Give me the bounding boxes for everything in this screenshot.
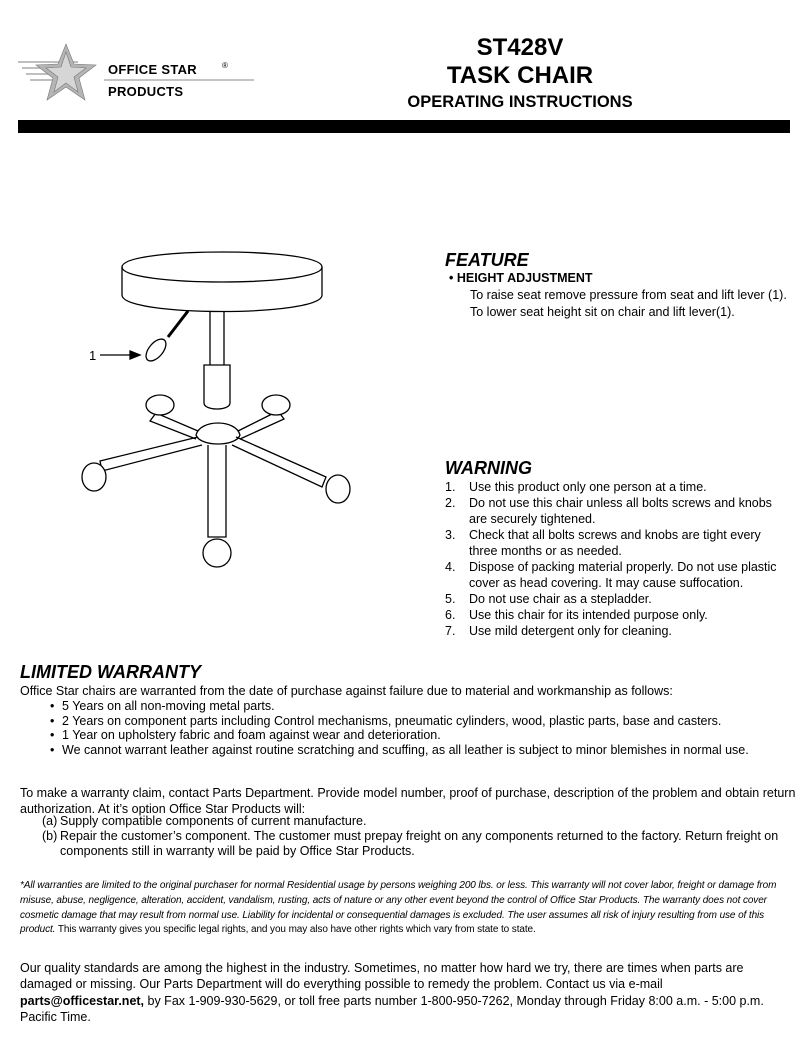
feature-item-title: • HEIGHT ADJUSTMENT xyxy=(449,271,593,285)
warranty-term xyxy=(50,714,790,729)
warning-item-number: 6. xyxy=(445,608,456,622)
warning-item-number: 4. xyxy=(445,560,456,574)
warranty-term-text: We cannot warrant leather against routine scratching and scuffing, as all leather is subject to minor blemishes in normal use. xyxy=(62,742,749,757)
warning-heading: WARNING xyxy=(445,458,532,478)
warning-item xyxy=(445,495,790,527)
warranty-heading: LIMITED WARRANTY xyxy=(20,662,201,682)
gas-cylinder xyxy=(204,311,230,409)
warranty-option xyxy=(42,814,802,829)
warranty-option xyxy=(42,829,802,859)
warning-item-text: Check that all bolts screws and knobs are tight every three months or as needed. xyxy=(469,528,761,558)
warning-item-text: Do not use chair as a stepladder. xyxy=(469,592,652,606)
warranty-term xyxy=(50,728,790,743)
warranty-term xyxy=(50,743,790,758)
warning-item xyxy=(445,559,790,591)
warning-item xyxy=(445,607,790,623)
warning-item-text: Use this chair for its intended purpose only. xyxy=(469,608,708,622)
warranty-intro: Office Star chairs are warranted from the date of purchase against failure due to material and workmanship as follows: xyxy=(20,684,673,698)
feature-description: To raise seat remove pressure from seat and lift lever (1). To lower seat height sit on chair and lift lever(1). xyxy=(470,288,787,319)
option-text: Supply compatible components of current manufacture. xyxy=(60,814,367,828)
warranty-options-list xyxy=(42,814,802,859)
quality-contact-text: by Fax 1-909-930-5629, or toll free parts number 1-800-950-7262, Monday through Friday 8:00 a.m. - 5:00 p.m. Pacific Time. xyxy=(20,993,764,1024)
warning-item xyxy=(445,623,790,639)
option-text: Repair the customer’s component. The customer must prepay freight on any components returned to the factory. Return freight on components still in warranty will be paid by Office Star Products. xyxy=(60,829,779,858)
chair-illustration xyxy=(70,225,370,570)
parts-email-link[interactable]: parts@officestar.net, xyxy=(20,993,145,1008)
chair-base xyxy=(100,411,326,537)
warning-item xyxy=(445,479,790,495)
warranty-disclaimer xyxy=(20,879,785,938)
page-title: TASK CHAIR xyxy=(446,62,594,89)
logo-line1: OFFICE STAR xyxy=(108,62,197,77)
warning-list xyxy=(445,479,790,639)
warning-item-text: Dispose of packing material properly. Do not use plastic cover as head covering. It may cause suffocation. xyxy=(469,560,777,590)
disclaimer-plain-text: This warranty gives you specific legal rights, and you may also have other rights which vary from state to state. xyxy=(55,924,536,936)
bullet: • xyxy=(50,699,55,713)
warning-item xyxy=(445,591,790,607)
warning-item-text: Use this product only one person at a time. xyxy=(469,480,707,494)
lever-callout-label: 1 xyxy=(89,348,97,363)
disclaimer-italic-text: *All warranties are limited to the original purchaser for normal Residential usage by persons weighing 200 lbs. or less. This warranty will not cover labor, freight or damage from misuse, abuse, negligence, alteration, accident, vandalism, rusting, acts of nature or any other event beyond the control of Office Star Products. The warranty does not cover cosmetic damage that may result from normal use. Liability for incidental or consequential damages is excluded. The user assumes all risk of injury resulting from use of this product. xyxy=(20,880,777,936)
option-label: (a) xyxy=(42,814,58,828)
bullet: • xyxy=(50,728,55,742)
quality-statement xyxy=(20,960,790,1025)
logo-line2: PRODUCTS xyxy=(108,84,184,99)
warning-item-number: 3. xyxy=(445,528,456,542)
warranty-terms-list xyxy=(50,699,790,757)
warning-item-text: Use mild detergent only for cleaning. xyxy=(469,624,672,638)
warranty-term-text: 5 Years on all non-moving metal parts. xyxy=(62,699,275,713)
model-number: ST428V xyxy=(476,34,564,61)
warning-item-number: 1. xyxy=(445,480,456,494)
star-logo-icon xyxy=(18,44,96,100)
chair-seat xyxy=(122,252,322,312)
callout-arrow-icon xyxy=(100,351,140,359)
quality-text: Our quality standards are among the highest in the industry. Sometimes, no matter how hard we try, there are times when parts are damaged or missing. Our Parts Department will do everything possible to remedy the problem. Contact us via e-mail xyxy=(20,961,744,992)
office-star-logo xyxy=(18,40,258,110)
page-subtitle: OPERATING INSTRUCTIONS xyxy=(407,93,633,111)
warning-item-number: 7. xyxy=(445,624,456,638)
warranty-term-text: 2 Years on component parts including Control mechanisms, pneumatic cylinders, wood, plastic parts, base and casters. xyxy=(62,713,722,728)
height-lever xyxy=(142,311,188,364)
option-label: (b) xyxy=(42,829,58,843)
bullet: • xyxy=(50,713,55,728)
warranty-claim-text: To make a warranty claim, contact Parts Department. Provide model number, proof of purchase, description of the problem and obtain return authorization. At it’s option Office Star Products will: xyxy=(20,786,796,816)
warning-item-text: Do not use this chair unless all bolts screws and knobs are securely tightened. xyxy=(469,496,772,526)
warranty-term-text: 1 Year on upholstery fabric and foam against wear and deterioration. xyxy=(62,728,441,742)
warning-item xyxy=(445,527,790,559)
warranty-term xyxy=(50,699,790,714)
logo-registered: ® xyxy=(222,61,228,70)
bullet: • xyxy=(50,742,55,757)
warning-item-number: 5. xyxy=(445,592,456,606)
feature-heading: FEATURE xyxy=(445,250,529,270)
warning-item-number: 2. xyxy=(445,496,456,510)
header-divider-bar xyxy=(18,120,790,133)
